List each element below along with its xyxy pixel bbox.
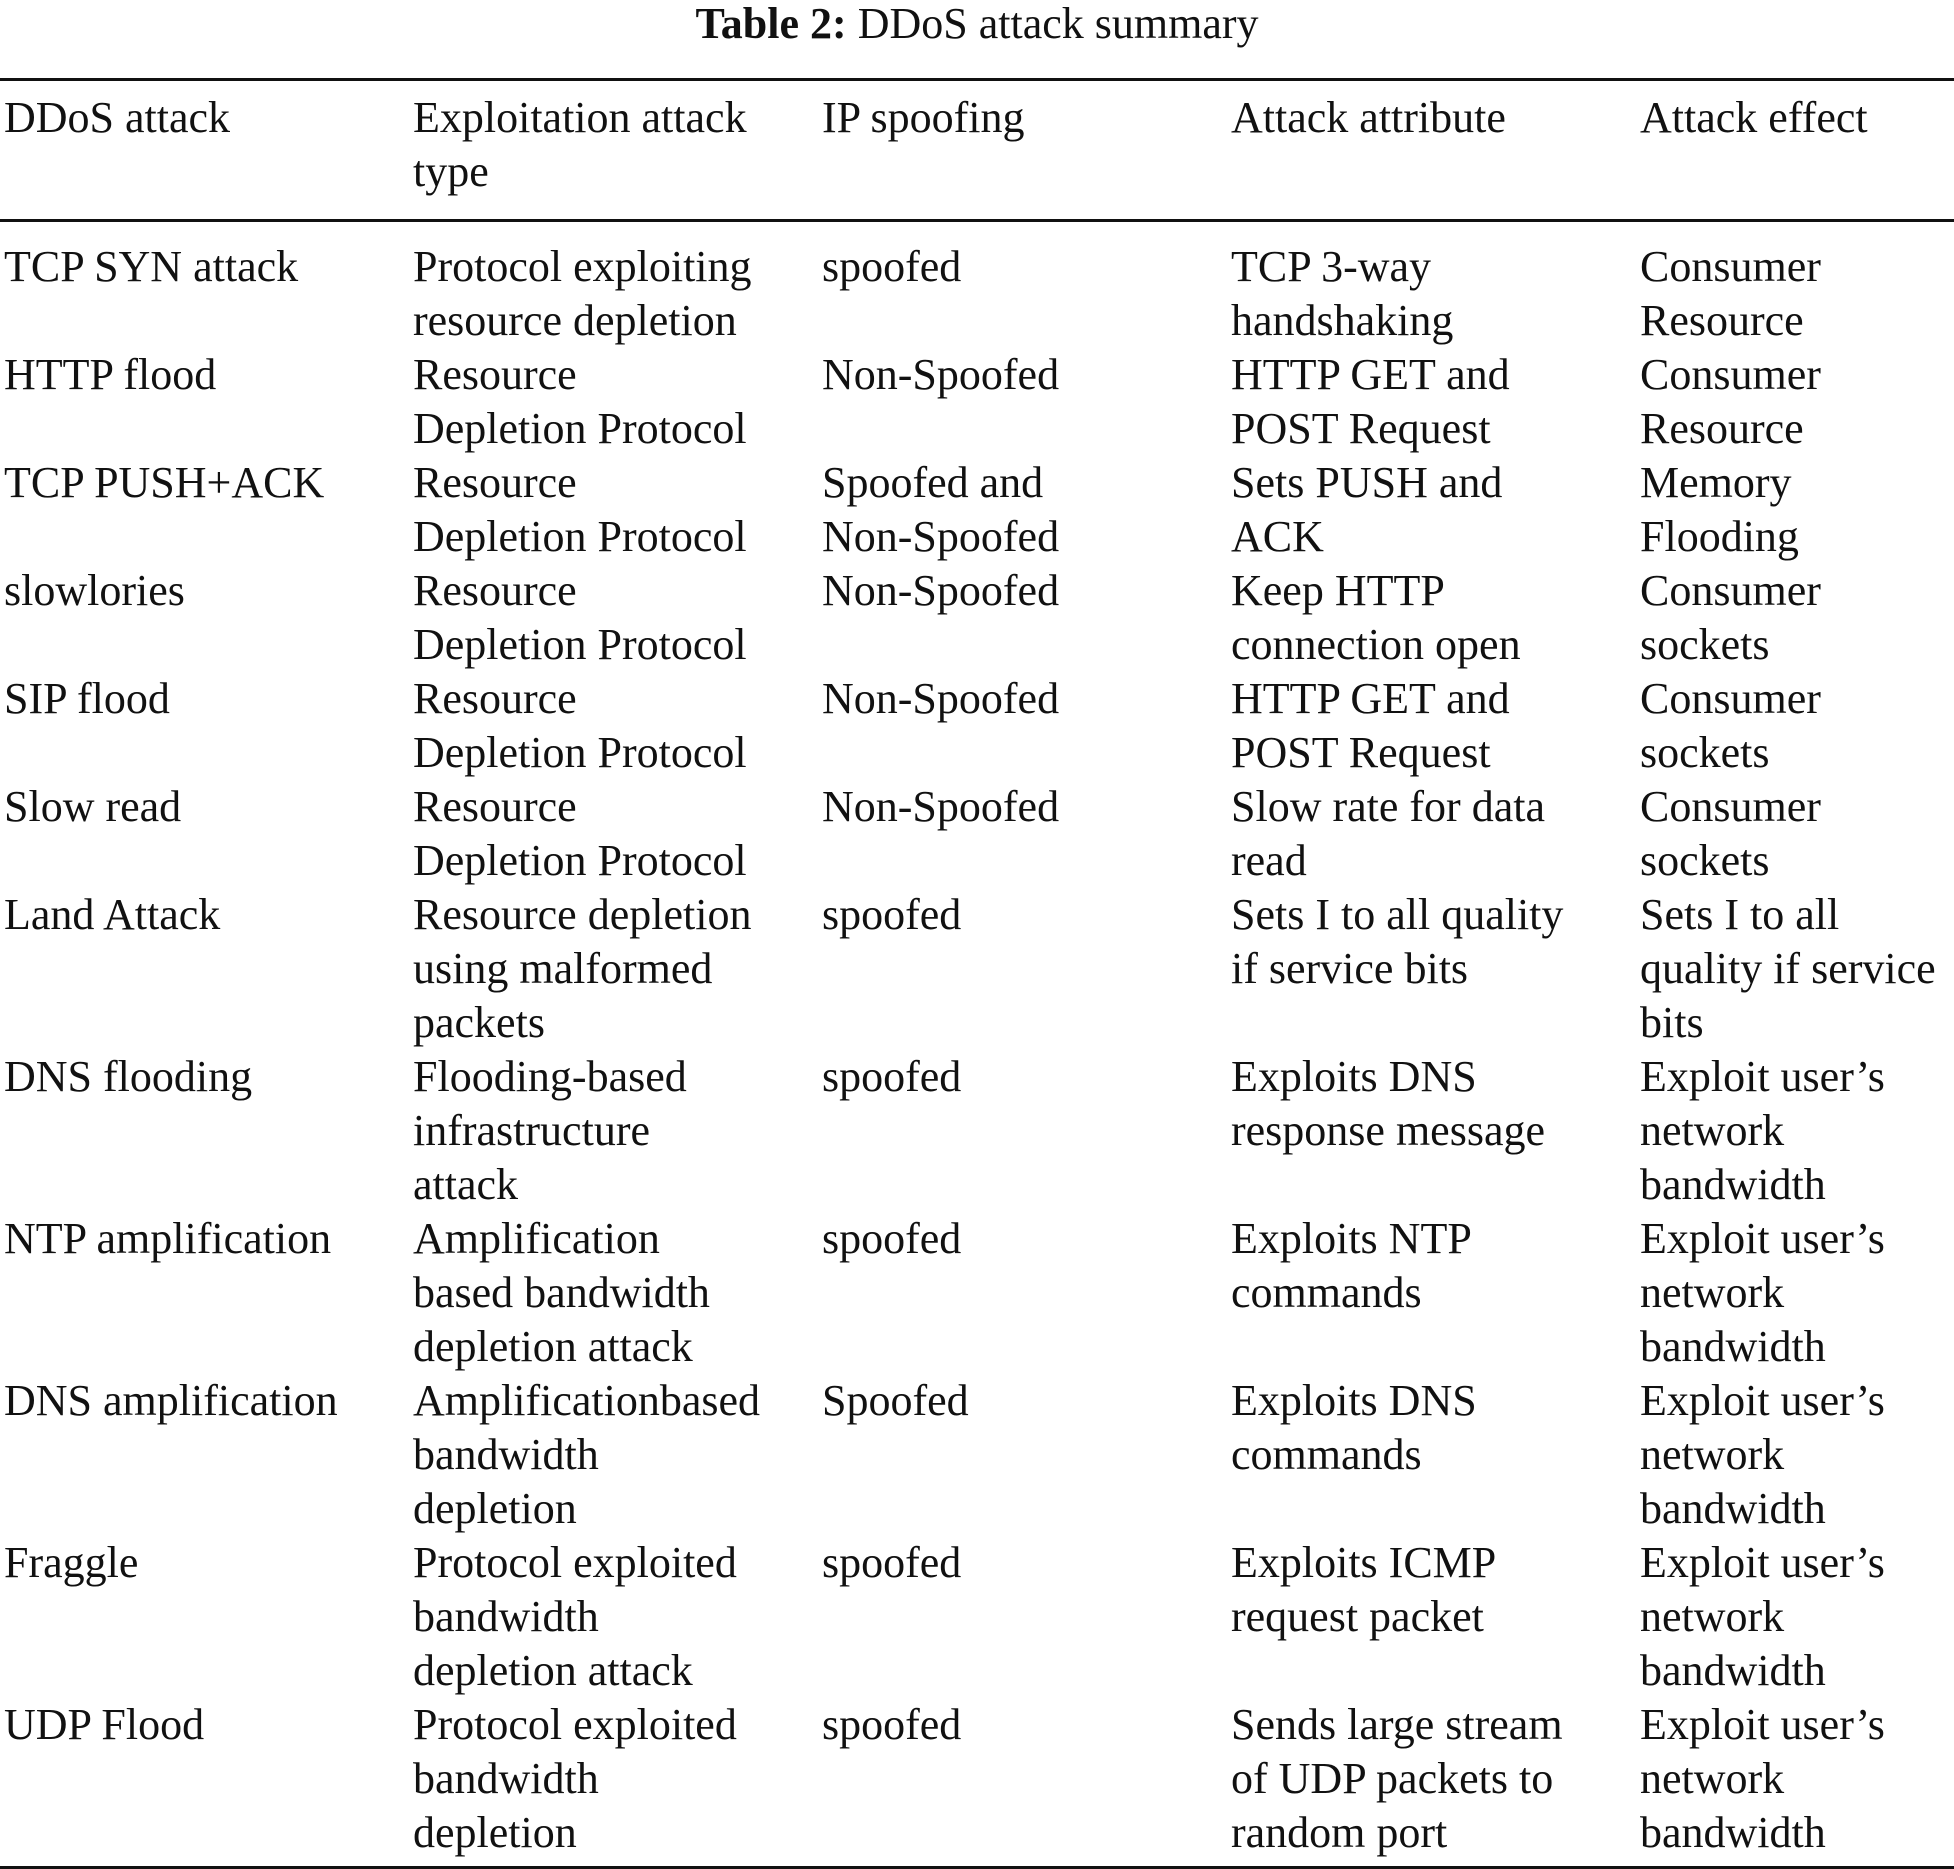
cell-attack-effect: Consumer sockets — [1640, 674, 1821, 777]
cell-attack-attribute: Exploits DNS response message — [1231, 1052, 1546, 1155]
table-row — [0, 456, 1954, 564]
cell-ip-spoofing: spoofed — [822, 890, 962, 939]
cell-ddos-attack: Land Attack — [4, 890, 221, 939]
table-row — [0, 888, 1954, 1050]
table-row — [0, 1212, 1954, 1374]
cell-attack-attribute: Exploits NTP commands — [1231, 1214, 1472, 1317]
cell-attack-effect: Consumer sockets — [1640, 782, 1821, 885]
cell-exploitation-attack-type: Flooding-based infrastructure attack — [413, 1052, 687, 1209]
cell-attack-attribute: HTTP GET and POST Request — [1231, 674, 1510, 777]
cell-ip-spoofing: spoofed — [822, 242, 962, 291]
cell-attack-effect: Exploit user’s network bandwidth — [1640, 1052, 1885, 1209]
cell-attack-attribute: Sets PUSH and ACK — [1231, 458, 1503, 561]
cell-attack-attribute: Keep HTTP connection open — [1231, 566, 1521, 669]
table-row — [0, 1698, 1954, 1868]
cell-exploitation-attack-type: Resource Depletion Protocol — [413, 566, 747, 669]
cell-exploitation-attack-type: Protocol exploited bandwidth depletion attack — [413, 1538, 737, 1695]
cell-ddos-attack: Slow read — [4, 782, 182, 831]
header-ddos-attack: DDoS attack — [4, 93, 231, 142]
cell-attack-effect: Consumer Resource — [1640, 242, 1821, 345]
cell-ddos-attack: SIP flood — [4, 674, 170, 723]
header-ip-spoofing: IP spoofing — [822, 93, 1025, 142]
cell-ip-spoofing: spoofed — [822, 1538, 962, 1587]
cell-attack-effect: Consumer Resource — [1640, 350, 1821, 453]
cell-exploitation-attack-type: Protocol exploited bandwidth depletion — [413, 1700, 737, 1857]
table-row — [0, 564, 1954, 672]
table-row — [0, 1050, 1954, 1212]
header-attack-attribute: Attack attribute — [1231, 93, 1506, 142]
table-row — [0, 672, 1954, 780]
table-row — [0, 348, 1954, 456]
cell-exploitation-attack-type: Resource depletion using malformed packets — [413, 890, 752, 1047]
table-body — [0, 221, 1954, 1868]
ddos-attack-summary-table — [0, 78, 1954, 1869]
cell-exploitation-attack-type: Resource Depletion Protocol — [413, 782, 747, 885]
cell-attack-attribute: HTTP GET and POST Request — [1231, 350, 1510, 453]
cell-exploitation-attack-type: Resource Depletion Protocol — [413, 674, 747, 777]
cell-attack-attribute: Sets I to all quality if service bits — [1231, 890, 1564, 993]
cell-ddos-attack: DNS flooding — [4, 1052, 253, 1101]
cell-attack-effect: Exploit user’s network bandwidth — [1640, 1214, 1885, 1371]
cell-attack-effect: Exploit user’s network bandwidth — [1640, 1700, 1885, 1857]
table-row — [0, 1374, 1954, 1536]
table-caption-label: Table 2: — [695, 0, 847, 48]
cell-attack-effect: Exploit user’s network bandwidth — [1640, 1376, 1885, 1533]
cell-ddos-attack: slowlories — [4, 566, 185, 615]
cell-ddos-attack: TCP SYN attack — [4, 242, 299, 291]
table-row — [0, 1536, 1954, 1698]
cell-attack-effect: Consumer sockets — [1640, 566, 1821, 669]
cell-attack-attribute: Sends large stream of UDP packets to random port — [1231, 1700, 1563, 1857]
header-row — [0, 80, 1954, 221]
header-exploitation-attack-type: Exploitation attack type — [413, 93, 747, 196]
cell-ip-spoofing: Spoofed and Non-Spoofed — [822, 458, 1060, 561]
cell-ddos-attack: UDP Flood — [4, 1700, 205, 1749]
cell-ip-spoofing: spoofed — [822, 1052, 962, 1101]
cell-ddos-attack: DNS amplification — [4, 1376, 338, 1425]
table-caption — [0, 0, 1954, 48]
table-row — [0, 221, 1954, 349]
cell-ip-spoofing: spoofed — [822, 1700, 962, 1749]
cell-attack-effect: Exploit user’s network bandwidth — [1640, 1538, 1885, 1695]
cell-ddos-attack: NTP amplification — [4, 1214, 332, 1263]
cell-attack-attribute: Exploits ICMP request packet — [1231, 1538, 1497, 1641]
cell-exploitation-attack-type: Amplificationbased bandwidth depletion — [413, 1376, 761, 1533]
cell-ddos-attack: HTTP flood — [4, 350, 217, 399]
cell-exploitation-attack-type: Resource Depletion Protocol — [413, 458, 747, 561]
cell-ip-spoofing: Spoofed — [822, 1376, 969, 1425]
cell-ip-spoofing: Non-Spoofed — [822, 674, 1060, 723]
cell-ddos-attack: TCP PUSH+ACK — [4, 458, 325, 507]
cell-exploitation-attack-type: Resource Depletion Protocol — [413, 350, 747, 453]
table-header — [0, 80, 1954, 221]
cell-attack-effect: Memory Flooding — [1640, 458, 1799, 561]
cell-attack-attribute: Slow rate for data read — [1231, 782, 1545, 885]
cell-exploitation-attack-type: Amplification based bandwidth depletion attack — [413, 1214, 710, 1371]
cell-attack-attribute: TCP 3-way handshaking — [1231, 242, 1454, 345]
cell-ip-spoofing: spoofed — [822, 1214, 962, 1263]
cell-ip-spoofing: Non-Spoofed — [822, 566, 1060, 615]
table-container — [0, 78, 1954, 1869]
table-caption-title: DDoS attack summary — [857, 0, 1259, 48]
header-attack-effect: Attack effect — [1640, 93, 1868, 142]
table-row — [0, 780, 1954, 888]
cell-attack-effect: Sets I to all quality if service bits — [1640, 890, 1936, 1047]
cell-exploitation-attack-type: Protocol exploiting resource depletion — [413, 242, 752, 345]
cell-ddos-attack: Fraggle — [4, 1538, 139, 1587]
cell-attack-attribute: Exploits DNS commands — [1231, 1376, 1477, 1479]
cell-ip-spoofing: Non-Spoofed — [822, 782, 1060, 831]
cell-ip-spoofing: Non-Spoofed — [822, 350, 1060, 399]
